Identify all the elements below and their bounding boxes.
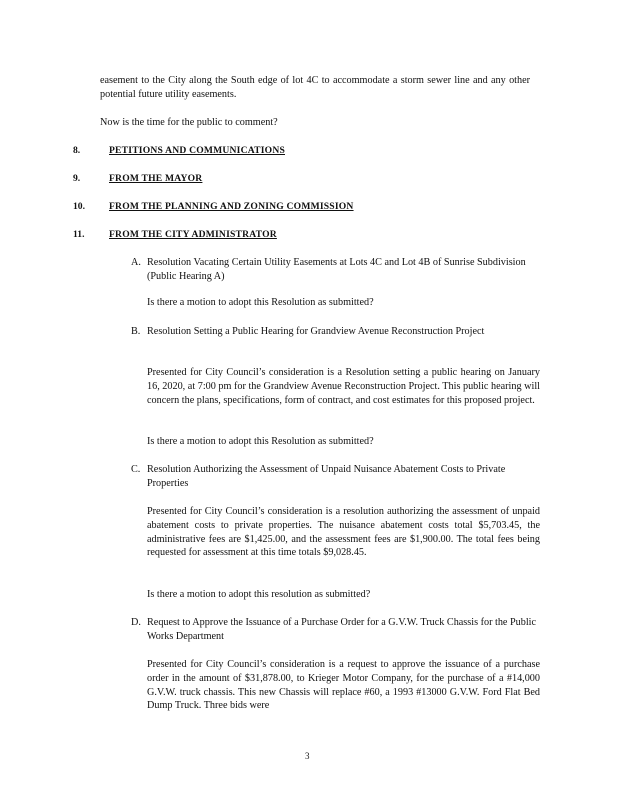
item-b-title: Resolution Setting a Public Hearing for Grandview Avenue Reconstruction Project xyxy=(147,326,485,337)
section-heading-planning-zoning: FROM THE PLANNING AND ZONING COMMISSION xyxy=(109,201,354,212)
section-heading-city-administrator: FROM THE CITY ADMINISTRATOR xyxy=(109,229,277,240)
item-a-title: Resolution Vacating Certain Utility Easements at Lots 4C and Lot 4B of Sunrise Subdivision (Public Hearing A) xyxy=(147,257,526,282)
item-b-letter: B. xyxy=(131,326,141,337)
item-c-letter: C. xyxy=(131,464,141,475)
section-number-10: 10. xyxy=(73,201,85,212)
item-b-body: Presented for City Council’s consideration is a Resolution setting a public hearing on January 16, 2020, at 7:00 pm for the Grandview Avenue Reconstruction Project. This public hearing will concern the plans, specifications, form of contract, and cost estimates for this proposed project. xyxy=(147,367,540,406)
item-c-title: Resolution Authorizing the Assessment of Unpaid Nuisance Abatement Costs to Private Properties xyxy=(147,464,506,489)
item-a-motion: Is there a motion to adopt this Resolution as submitted? xyxy=(147,297,374,308)
section-number-11: 11. xyxy=(73,229,85,240)
easement-paragraph: easement to the City along the South edge of lot 4C to accommodate a storm sewer line and any other potential future utility easements. xyxy=(100,75,530,100)
section-number-8: 8. xyxy=(73,145,81,156)
item-d-letter: D. xyxy=(131,617,141,628)
item-d-body: Presented for City Council’s consideration is a request to approve the issuance of a purchase order in the amount of $31,878.00, to Krieger Motor Company, for the purchase of a #14,000 G.V.W. truck chassis. This new Chassis will replace #60, a 1993 #13000 G.V.W. Ford Flat Bed Dump Truck. Three bids were xyxy=(147,659,540,712)
item-d-title: Request to Approve the Issuance of a Purchase Order for a G.V.W. Truck Chassis for the Public Works Department xyxy=(147,617,537,642)
section-number-9: 9. xyxy=(73,173,81,184)
page-number: 3 xyxy=(305,751,310,761)
item-b-motion: Is there a motion to adopt this Resolution as submitted? xyxy=(147,436,374,447)
item-c-body: Presented for City Council’s consideration is a resolution authorizing the assessment of unpaid abatement costs to private properties. The nuisance abatement costs total $5,703.45, the administrative fees are $1,425.00, and the assessment fees are $1,900.00. The total fees being requested for assessment at this time totals $9,028.45. xyxy=(147,506,540,559)
item-a-letter: A. xyxy=(131,257,141,268)
section-heading-mayor: FROM THE MAYOR xyxy=(109,173,203,184)
section-heading-petitions: PETITIONS AND COMMUNICATIONS xyxy=(109,145,285,156)
public-comment-prompt: Now is the time for the public to comment? xyxy=(100,117,278,128)
item-c-motion: Is there a motion to adopt this resolution as submitted? xyxy=(147,589,371,600)
